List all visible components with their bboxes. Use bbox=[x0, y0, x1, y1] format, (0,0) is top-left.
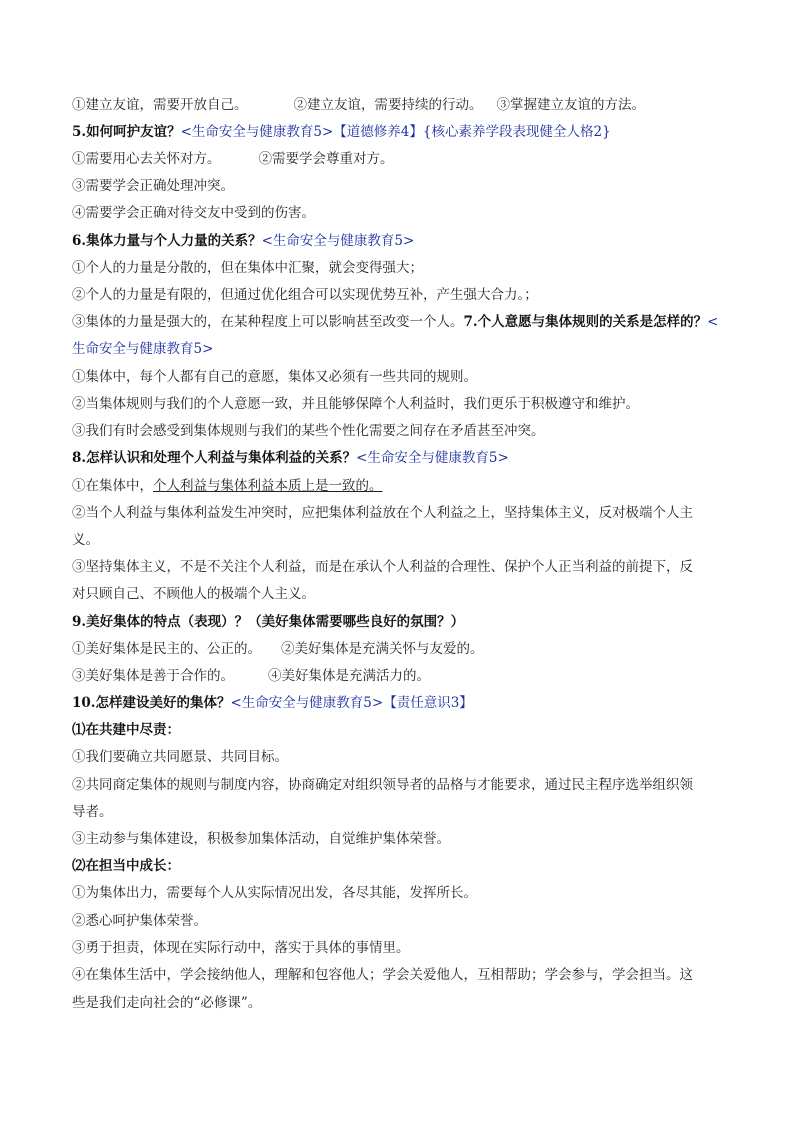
q9-answer-1: ①美好集体是民主的、公正的。 bbox=[72, 641, 261, 657]
q4-answer-1: ①建立友谊，需要开放自己。 bbox=[72, 97, 248, 113]
q6-answer-1: ①个人的力量是分散的，但在集体中汇聚，就会变得强大； bbox=[72, 260, 423, 276]
q4-answers-line bbox=[72, 95, 724, 115]
q8-answer-1 bbox=[72, 476, 724, 496]
q7-answer-3: ③我们有时会感受到集体规则与我们的某些个性化需要之间存在矛盾甚至冲突。 bbox=[72, 423, 545, 439]
q6-heading bbox=[72, 231, 724, 251]
q10-s1-answer-2-line-2: 导者。 bbox=[72, 804, 113, 820]
q4-answer-2: ②建立友谊，需要持续的行动。 bbox=[293, 97, 483, 113]
q8-answer-2-line-1: ②当个人利益与集体利益发生冲突时，应把集体利益放在个人利益之上，坚持集体主义，反对极端个人主 bbox=[72, 505, 693, 521]
q5-answer-4: ④需要学会正确对待交友中受到的伤害。 bbox=[72, 205, 315, 221]
q5-answer-1: ①需要用心去关怀对方。 bbox=[72, 151, 221, 167]
q9-title: 9.美好集体的特点（表现）？（美好集体需要哪些良好的氛围？） bbox=[72, 614, 465, 630]
q8-tag: <生命安全与健康教育5> bbox=[356, 450, 509, 466]
q10-heading bbox=[72, 693, 724, 713]
q9-answer-3: ③美好集体是善于合作的。 bbox=[72, 668, 234, 684]
q10-s2-answer-2: ②悉心呵护集体荣誉。 bbox=[72, 913, 207, 929]
q8-answer-2-line-2: 义。 bbox=[72, 532, 99, 548]
q6-answer-2: ②个人的力量是有限的，但通过优化组合可以实现优势互补，产生强大合力。； bbox=[72, 287, 538, 303]
q8-heading bbox=[72, 448, 724, 468]
q4-answer-3: ③掌握建立友谊的方法。 bbox=[496, 97, 645, 113]
q5-title: 5.如何呵护友谊？ bbox=[72, 124, 181, 140]
q6-answer-3: ③集体的力量是强大的，在某种程度上可以影响甚至改变一个人。 bbox=[72, 314, 464, 330]
q5-tag: <生命安全与健康教育5>【道德修养4】{核心素养学段表现健全人格2} bbox=[180, 124, 611, 140]
q7-answer-1: ①集体中，每个人都有自己的意愿，集体又必须有一些共同的规则。 bbox=[72, 369, 477, 385]
q7-title: 7.个人意愿与集体规则的关系是怎样的？ bbox=[463, 314, 708, 330]
q5-answers-line-1 bbox=[72, 149, 724, 169]
q6-answer-3-with-q7-heading bbox=[72, 312, 724, 332]
q10-section-1-heading: ⑴在共建中尽责： bbox=[72, 722, 180, 738]
q10-s2-answer-3: ③勇于担责，体现在实际行动中，落实于具体的事情里。 bbox=[72, 940, 410, 956]
q10-s1-answer-1: ①我们要确立共同愿景、共同目标。 bbox=[72, 749, 288, 765]
q7-tag-rest: 生命安全与健康教育5> bbox=[72, 341, 214, 357]
q8-title: 8.怎样认识和处理个人利益与集体利益的关系？ bbox=[72, 450, 357, 466]
q6-tag: <生命安全与健康教育5> bbox=[261, 233, 415, 249]
q9-answer-2: ②美好集体是充满关怀与友爱的。 bbox=[281, 641, 484, 657]
q10-tag: <生命安全与健康教育5>【责任意识3】 bbox=[230, 695, 473, 711]
q8-answer-1-prefix: ①在集体中， bbox=[72, 478, 153, 494]
q10-title: 10.怎样建设美好的集体？ bbox=[72, 695, 231, 711]
q8-answer-3-line-1: ③坚持集体主义，不是不关注个人利益，而是在承认个人利益的合理性、保护个人正当利益的前提下，反 bbox=[72, 559, 693, 575]
q5-answer-3: ③需要学会正确处理冲突。 bbox=[72, 178, 234, 194]
q10-s1-answer-3: ③主动参与集体建设，积极参加集体活动，自觉维护集体荣誉。 bbox=[72, 831, 450, 847]
q6-title: 6.集体力量与个人力量的关系？ bbox=[72, 233, 262, 249]
q9-answer-4: ④美好集体是充满活力的。 bbox=[268, 668, 430, 684]
q9-answers-line-2 bbox=[72, 666, 724, 686]
q7-answer-2: ②当集体规则与我们的个人意愿一致，并且能够保障个人利益时，我们更乐于积极遵守和维护。 bbox=[72, 396, 639, 412]
q5-heading bbox=[72, 122, 724, 142]
q10-s1-answer-2-line-1: ②共同商定集体的规则与制度内容，协商确定对组织领导者的品格与才能要求，通过民主程序选举组织领 bbox=[72, 777, 693, 793]
q10-s2-answer-4-line-2: 些是我们走向社会的“必修课”。 bbox=[72, 995, 262, 1011]
q5-answer-2: ②需要学会尊重对方。 bbox=[258, 151, 394, 167]
q10-s2-answer-4-line-1: ④在集体生活中，学会接纳他人，理解和包容他人；学会关爱他人，互相帮助；学会参与，学会担当。这 bbox=[72, 967, 693, 983]
q9-answers-line-1 bbox=[72, 639, 724, 659]
q10-section-2-heading: ⑵在担当中成长： bbox=[72, 858, 180, 874]
q10-s2-answer-1: ①为集体出力，需要每个人从实际情况出发，各尽其能，发挥所长。 bbox=[72, 885, 477, 901]
q7-tag-open: < bbox=[707, 314, 719, 330]
q8-answer-1-underlined: 个人利益与集体利益本质上是一致的。 bbox=[153, 478, 383, 494]
q8-answer-3-line-2: 对只顾自己、不顾他人的极端个人主义。 bbox=[72, 586, 315, 602]
